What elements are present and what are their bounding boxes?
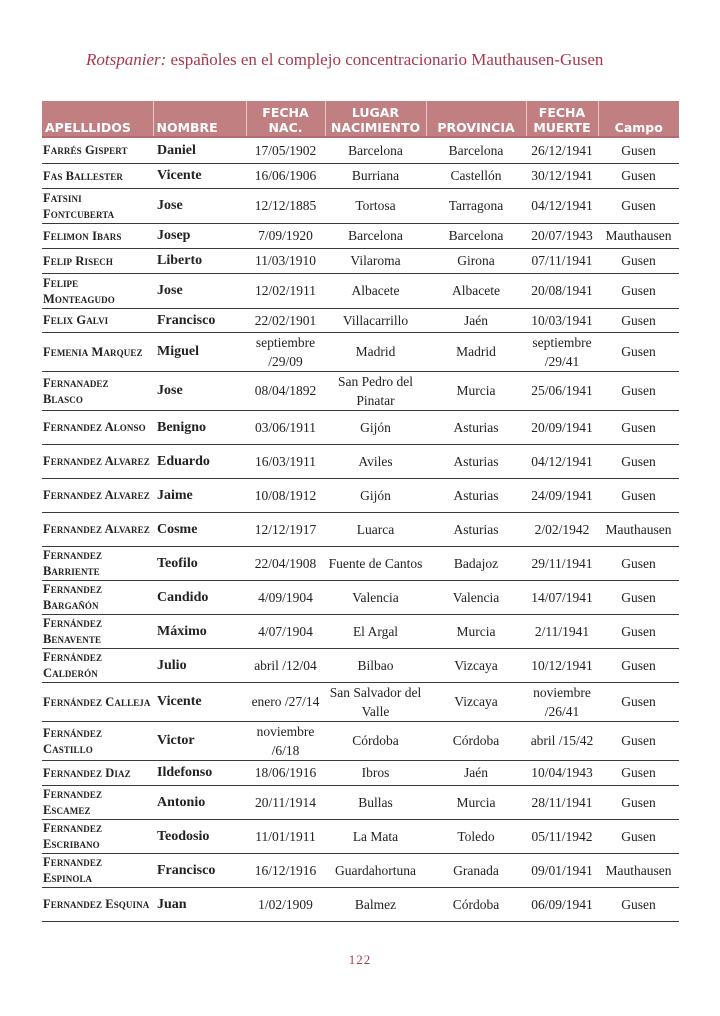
cell-campo: Mauthausen: [598, 223, 679, 248]
cell-apellidos: Fernandez Alonso: [42, 410, 153, 444]
cell-fecha-nac: 08/04/1892: [246, 371, 325, 410]
cell-apellidos: Fatsini Fontcuberta: [42, 188, 153, 223]
cell-lugar-nacimiento: Ibros: [325, 760, 426, 785]
cell-campo: Gusen: [598, 760, 679, 785]
cell-provincia: Toledo: [426, 819, 526, 853]
cell-apellidos: Fernández Calleja: [42, 682, 153, 721]
deportees-table: [42, 101, 679, 922]
cell-fecha-muerte: 07/11/1941: [526, 248, 598, 273]
cell-apellidos: Fernandez Alvarez: [42, 444, 153, 478]
running-head: [86, 50, 603, 70]
cell-apellidos: Fas Ballester: [42, 163, 153, 188]
cell-fecha-nac: 22/02/1901: [246, 308, 325, 332]
cell-apellidos: Fernanadez Blasco: [42, 371, 153, 410]
cell-fecha-muerte: 25/06/1941: [526, 371, 598, 410]
cell-provincia: Granada: [426, 853, 526, 887]
cell-provincia: Asturias: [426, 512, 526, 546]
cell-provincia: Asturias: [426, 410, 526, 444]
cell-provincia: Albacete: [426, 273, 526, 308]
cell-fecha-muerte: 04/12/1941: [526, 444, 598, 478]
cell-lugar-nacimiento: Barcelona: [325, 137, 426, 163]
cell-fecha-muerte: 24/09/1941: [526, 478, 598, 512]
cell-provincia: Barcelona: [426, 223, 526, 248]
cell-fecha-muerte: 10/04/1943: [526, 760, 598, 785]
header-lugar-nacimiento: LUGAR NACIMIENTO: [325, 101, 426, 137]
cell-provincia: Córdoba: [426, 721, 526, 760]
cell-nombre: Jaime: [153, 478, 246, 512]
cell-campo: Gusen: [598, 410, 679, 444]
cell-campo: Gusen: [598, 546, 679, 580]
cell-apellidos: Fernandez Espinola: [42, 853, 153, 887]
cell-lugar-nacimiento: Guardahortuna: [325, 853, 426, 887]
page-number: 122: [348, 952, 372, 967]
cell-apellidos: Fernández Castillo: [42, 721, 153, 760]
cell-apellidos: Fernandez Alvarez: [42, 512, 153, 546]
cell-campo: Gusen: [598, 819, 679, 853]
cell-apellidos: Felip Risech: [42, 248, 153, 273]
cell-campo: Gusen: [598, 682, 679, 721]
cell-provincia: Murcia: [426, 785, 526, 819]
table-row: [42, 785, 679, 819]
table-row: [42, 478, 679, 512]
cell-fecha-muerte: noviembre /26/41: [526, 682, 598, 721]
cell-fecha-nac: 12/12/1917: [246, 512, 325, 546]
cell-provincia: Jaén: [426, 760, 526, 785]
cell-fecha-muerte: 29/11/1941: [526, 546, 598, 580]
cell-fecha-nac: 7/09/1920: [246, 223, 325, 248]
table-row: [42, 546, 679, 580]
cell-fecha-nac: 16/06/1906: [246, 163, 325, 188]
book-subtitle: españoles en el complejo concentracionario Mauthausen-Gusen: [166, 50, 604, 69]
cell-apellidos: Fernandez Diaz: [42, 760, 153, 785]
table-row: [42, 721, 679, 760]
cell-nombre: Victor: [153, 721, 246, 760]
cell-lugar-nacimiento: La Mata: [325, 819, 426, 853]
table-row: [42, 248, 679, 273]
cell-fecha-muerte: 2/11/1941: [526, 614, 598, 648]
table-header-row: [42, 101, 679, 137]
cell-nombre: Vicente: [153, 682, 246, 721]
cell-lugar-nacimiento: Villacarrillo: [325, 308, 426, 332]
cell-fecha-nac: 12/12/1885: [246, 188, 325, 223]
cell-provincia: Murcia: [426, 371, 526, 410]
cell-provincia: Jaén: [426, 308, 526, 332]
table-row: [42, 371, 679, 410]
cell-apellidos: Fernandez Escamez: [42, 785, 153, 819]
cell-fecha-muerte: 30/12/1941: [526, 163, 598, 188]
cell-fecha-muerte: 09/01/1941: [526, 853, 598, 887]
cell-lugar-nacimiento: Luarca: [325, 512, 426, 546]
cell-apellidos: Fernandez Bargañón: [42, 580, 153, 614]
cell-campo: Gusen: [598, 580, 679, 614]
cell-fecha-muerte: 20/08/1941: [526, 273, 598, 308]
cell-campo: Gusen: [598, 371, 679, 410]
table-row: [42, 188, 679, 223]
cell-fecha-muerte: 20/07/1943: [526, 223, 598, 248]
cell-fecha-muerte: 14/07/1941: [526, 580, 598, 614]
cell-nombre: Ildefonso: [153, 760, 246, 785]
cell-provincia: Córdoba: [426, 887, 526, 921]
cell-lugar-nacimiento: Aviles: [325, 444, 426, 478]
cell-apellidos: Felipe Monteagudo: [42, 273, 153, 308]
cell-provincia: Valencia: [426, 580, 526, 614]
cell-campo: Gusen: [598, 444, 679, 478]
cell-fecha-nac: 1/02/1909: [246, 887, 325, 921]
cell-nombre: Josep: [153, 223, 246, 248]
cell-fecha-nac: noviembre /6/18: [246, 721, 325, 760]
cell-fecha-muerte: septiembre /29/41: [526, 332, 598, 371]
table-row: [42, 410, 679, 444]
book-title: Rotspanier:: [86, 50, 167, 69]
cell-lugar-nacimiento: Córdoba: [325, 721, 426, 760]
cell-fecha-nac: 16/03/1911: [246, 444, 325, 478]
cell-lugar-nacimiento: Gijón: [325, 410, 426, 444]
table-row: [42, 512, 679, 546]
header-campo: Campo: [598, 101, 679, 137]
cell-nombre: Francisco: [153, 308, 246, 332]
cell-campo: Mauthausen: [598, 512, 679, 546]
cell-fecha-muerte: 10/03/1941: [526, 308, 598, 332]
table-row: [42, 887, 679, 921]
table-row: [42, 614, 679, 648]
cell-nombre: Vicente: [153, 163, 246, 188]
cell-provincia: Girona: [426, 248, 526, 273]
cell-lugar-nacimiento: Vilaroma: [325, 248, 426, 273]
cell-lugar-nacimiento: Bilbao: [325, 648, 426, 682]
cell-fecha-nac: 17/05/1902: [246, 137, 325, 163]
cell-nombre: Máximo: [153, 614, 246, 648]
cell-fecha-muerte: 05/11/1942: [526, 819, 598, 853]
table-row: [42, 819, 679, 853]
table-row: [42, 682, 679, 721]
cell-fecha-nac: septiembre /29/09: [246, 332, 325, 371]
cell-fecha-nac: 11/03/1910: [246, 248, 325, 273]
cell-fecha-nac: 4/07/1904: [246, 614, 325, 648]
cell-campo: Mauthausen: [598, 853, 679, 887]
cell-provincia: Castellón: [426, 163, 526, 188]
cell-nombre: Daniel: [153, 137, 246, 163]
cell-lugar-nacimiento: Gijón: [325, 478, 426, 512]
table-body: [42, 137, 679, 921]
cell-campo: Gusen: [598, 273, 679, 308]
cell-apellidos: Fernandez Alvarez: [42, 478, 153, 512]
table-row: [42, 444, 679, 478]
cell-apellidos: Felix Galvi: [42, 308, 153, 332]
cell-nombre: Jose: [153, 371, 246, 410]
cell-campo: Gusen: [598, 721, 679, 760]
header-fecha-muerte: FECHA MUERTE: [526, 101, 598, 137]
cell-provincia: Vizcaya: [426, 682, 526, 721]
cell-campo: Gusen: [598, 332, 679, 371]
cell-lugar-nacimiento: Tortosa: [325, 188, 426, 223]
cell-provincia: Asturias: [426, 478, 526, 512]
cell-fecha-muerte: abril /15/42: [526, 721, 598, 760]
cell-apellidos: Femenia Marquez: [42, 332, 153, 371]
cell-provincia: Madrid: [426, 332, 526, 371]
table-row: [42, 648, 679, 682]
cell-provincia: Asturias: [426, 444, 526, 478]
cell-nombre: Julio: [153, 648, 246, 682]
cell-provincia: Murcia: [426, 614, 526, 648]
cell-fecha-nac: 20/11/1914: [246, 785, 325, 819]
cell-fecha-nac: 18/06/1916: [246, 760, 325, 785]
cell-apellidos: Fernandez Barriente: [42, 546, 153, 580]
cell-nombre: Francisco: [153, 853, 246, 887]
cell-lugar-nacimiento: Barcelona: [325, 223, 426, 248]
cell-fecha-nac: 12/02/1911: [246, 273, 325, 308]
cell-nombre: Miguel: [153, 332, 246, 371]
cell-fecha-nac: 10/08/1912: [246, 478, 325, 512]
cell-fecha-muerte: 26/12/1941: [526, 137, 598, 163]
cell-lugar-nacimiento: Valencia: [325, 580, 426, 614]
cell-lugar-nacimiento: Balmez: [325, 887, 426, 921]
table-row: [42, 332, 679, 371]
table-row: [42, 273, 679, 308]
cell-nombre: Juan: [153, 887, 246, 921]
cell-fecha-muerte: 20/09/1941: [526, 410, 598, 444]
cell-lugar-nacimiento: El Argal: [325, 614, 426, 648]
table-row: [42, 223, 679, 248]
cell-lugar-nacimiento: Bullas: [325, 785, 426, 819]
header-nombre: NOMBRE: [153, 101, 246, 137]
cell-campo: Gusen: [598, 785, 679, 819]
cell-apellidos: Fernández Calderón: [42, 648, 153, 682]
table-row: [42, 760, 679, 785]
cell-apellidos: Fernández Benavente: [42, 614, 153, 648]
table-row: [42, 308, 679, 332]
header-fecha-nac: FECHA NAC.: [246, 101, 325, 137]
cell-provincia: Badajoz: [426, 546, 526, 580]
cell-apellidos: Fernandez Esquina: [42, 887, 153, 921]
cell-nombre: Eduardo: [153, 444, 246, 478]
cell-fecha-nac: 4/09/1904: [246, 580, 325, 614]
cell-campo: Gusen: [598, 308, 679, 332]
cell-nombre: Benigno: [153, 410, 246, 444]
cell-fecha-nac: enero /27/14: [246, 682, 325, 721]
cell-lugar-nacimiento: Fuente de Cantos: [325, 546, 426, 580]
cell-campo: Gusen: [598, 887, 679, 921]
cell-lugar-nacimiento: San Pedro del Pinatar: [325, 371, 426, 410]
cell-fecha-nac: abril /12/04: [246, 648, 325, 682]
cell-nombre: Jose: [153, 273, 246, 308]
cell-nombre: Liberto: [153, 248, 246, 273]
cell-nombre: Candido: [153, 580, 246, 614]
header-apellidos: APELLLIDOS: [42, 101, 153, 137]
cell-lugar-nacimiento: Madrid: [325, 332, 426, 371]
cell-fecha-muerte: 04/12/1941: [526, 188, 598, 223]
cell-fecha-nac: 22/04/1908: [246, 546, 325, 580]
cell-apellidos: Farrés Gispert: [42, 137, 153, 163]
table-row: [42, 580, 679, 614]
cell-lugar-nacimiento: Albacete: [325, 273, 426, 308]
cell-nombre: Cosme: [153, 512, 246, 546]
cell-provincia: Vizcaya: [426, 648, 526, 682]
cell-fecha-muerte: 2/02/1942: [526, 512, 598, 546]
cell-fecha-nac: 16/12/1916: [246, 853, 325, 887]
cell-provincia: Tarragona: [426, 188, 526, 223]
cell-nombre: Antonio: [153, 785, 246, 819]
cell-campo: Gusen: [598, 188, 679, 223]
cell-nombre: Teodosio: [153, 819, 246, 853]
cell-nombre: Jose: [153, 188, 246, 223]
cell-lugar-nacimiento: San Salvador del Valle: [325, 682, 426, 721]
table-row: [42, 163, 679, 188]
cell-fecha-nac: 11/01/1911: [246, 819, 325, 853]
cell-campo: Gusen: [598, 137, 679, 163]
cell-provincia: Barcelona: [426, 137, 526, 163]
cell-lugar-nacimiento: Burriana: [325, 163, 426, 188]
cell-campo: Gusen: [598, 248, 679, 273]
cell-campo: Gusen: [598, 614, 679, 648]
cell-apellidos: Fernandez Escribano: [42, 819, 153, 853]
cell-fecha-muerte: 28/11/1941: [526, 785, 598, 819]
cell-campo: Gusen: [598, 478, 679, 512]
cell-fecha-muerte: 06/09/1941: [526, 887, 598, 921]
cell-nombre: Teofilo: [153, 546, 246, 580]
cell-campo: Gusen: [598, 163, 679, 188]
header-provincia: PROVINCIA: [426, 101, 526, 137]
cell-apellidos: Felimon Ibars: [42, 223, 153, 248]
table-row: [42, 137, 679, 163]
cell-campo: Gusen: [598, 648, 679, 682]
table-row: [42, 853, 679, 887]
cell-fecha-muerte: 10/12/1941: [526, 648, 598, 682]
cell-fecha-nac: 03/06/1911: [246, 410, 325, 444]
